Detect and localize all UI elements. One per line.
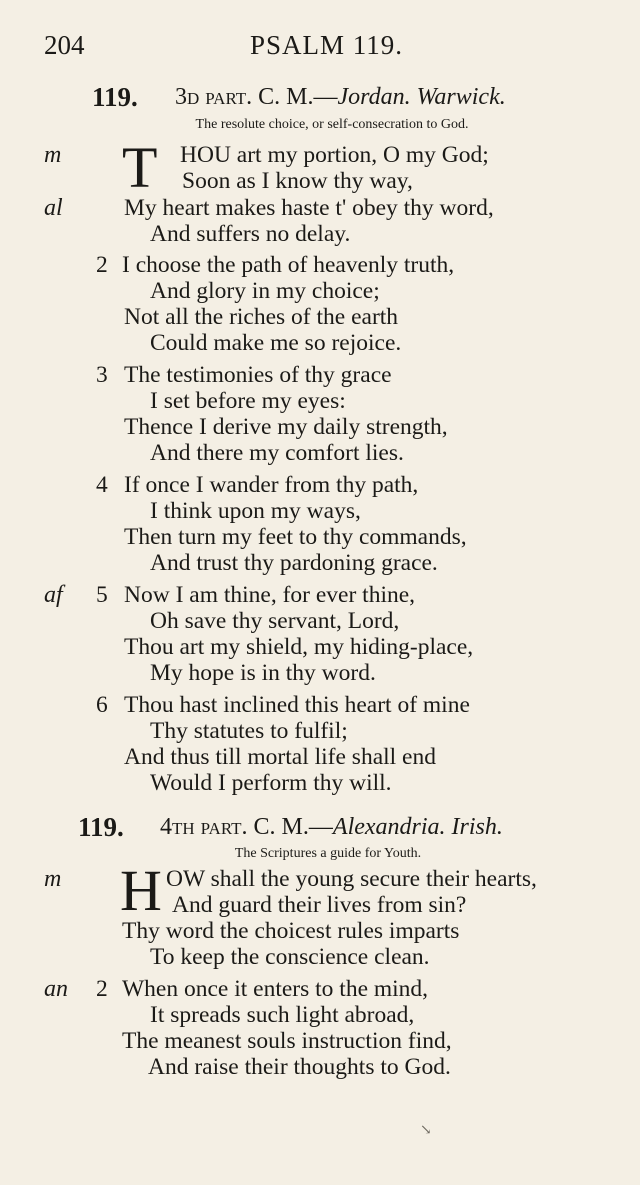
stanza-number: 3	[96, 362, 108, 388]
verse-line: Oh save thy servant, Lord,	[150, 608, 400, 634]
hymn-meter	[160, 814, 503, 841]
hymn-heading	[0, 812, 640, 842]
verse-line: When once it enters to the mind,	[122, 976, 429, 1002]
verse-line: The meanest souls instruction find,	[122, 1028, 452, 1054]
verse-line: It spreads such light abroad,	[150, 1002, 415, 1028]
meter-label: C. M.—	[253, 814, 333, 840]
tune-names: Jordan. Warwick.	[337, 84, 506, 110]
dynamic-mark: af	[44, 582, 63, 608]
stanza-number: 2	[96, 252, 108, 278]
hymn-part: 3d part.	[175, 84, 253, 110]
verse-line: And thus till mortal life shall end	[124, 744, 436, 770]
verse-line: Soon as I know thy way,	[182, 168, 413, 194]
stanza-number: 6	[96, 692, 108, 718]
dynamic-mark: an	[44, 976, 68, 1002]
page-header	[40, 30, 600, 66]
verse-line: The testimonies of thy grace	[124, 362, 392, 388]
verse-line: OW shall the young secure their hearts,	[166, 866, 537, 892]
verse-line: And there my comfort lies.	[150, 440, 404, 466]
dynamic-mark: m	[44, 866, 62, 892]
verse-line: Then turn my feet to thy commands,	[124, 524, 467, 550]
verse-line: I think upon my ways,	[150, 498, 361, 524]
verse-line: Now I am thine, for ever thine,	[124, 582, 416, 608]
meter-label: C. M.—	[258, 84, 338, 110]
verse-line: Thou art my shield, my hiding-place,	[124, 634, 474, 660]
verse-line: HOU art my portion, O my God;	[180, 142, 489, 168]
verse-line: Could make me so rejoice.	[150, 330, 402, 356]
verse-line: If once I wander from thy path,	[124, 472, 419, 498]
running-title: PSALM 119.	[250, 30, 404, 60]
verse-line: To keep the conscience clean.	[150, 944, 430, 970]
verse-line: And raise their thoughts to God.	[148, 1054, 451, 1080]
verse-line: Thou hast inclined this heart of mine	[124, 692, 470, 718]
verse-line: I choose the path of heavenly truth,	[122, 252, 455, 278]
verse-line: My heart makes haste t' obey thy word,	[124, 195, 494, 221]
verse-line: Thence I derive my daily strength,	[124, 414, 448, 440]
verse-line: Thy word the choicest rules imparts	[122, 918, 460, 944]
hymn-part: 4th part.	[160, 814, 248, 840]
verse-line: And suffers no delay.	[150, 221, 351, 247]
verse-line: My hope is in thy word.	[150, 660, 376, 686]
page-number: 204	[44, 30, 85, 60]
stanza-number: 4	[96, 472, 108, 498]
dynamic-mark: m	[44, 142, 62, 168]
dynamic-mark: al	[44, 195, 63, 221]
stanza-number: 5	[96, 582, 108, 608]
verse-line: I set before my eyes:	[150, 388, 346, 414]
hymn-meter	[175, 84, 506, 111]
verse-line: Not all the riches of the earth	[124, 304, 399, 330]
hymn-subtitle: The Scriptures a guide for Youth.	[234, 846, 422, 861]
verse-line: And trust thy pardoning grace.	[150, 550, 438, 576]
hymn-number: 119.	[92, 82, 138, 112]
stanza-number: 2	[96, 976, 108, 1002]
drop-cap: T	[122, 135, 158, 200]
verse-line: Thy statutes to fulfil;	[150, 718, 348, 744]
verse-line: And glory in my choice;	[150, 278, 380, 304]
tune-names: Alexandria. Irish.	[332, 814, 503, 840]
drop-cap: H	[120, 858, 162, 923]
hymn-subtitle: The resolute choice, or self-consecration to God.	[195, 117, 469, 132]
verse-line: Would I perform thy will.	[150, 770, 392, 796]
verse-line: And guard their lives from sin?	[172, 892, 467, 918]
printer-ornament-icon: ↘	[420, 1123, 432, 1138]
hymn-number: 119.	[78, 812, 124, 842]
hymn-heading	[0, 82, 640, 112]
